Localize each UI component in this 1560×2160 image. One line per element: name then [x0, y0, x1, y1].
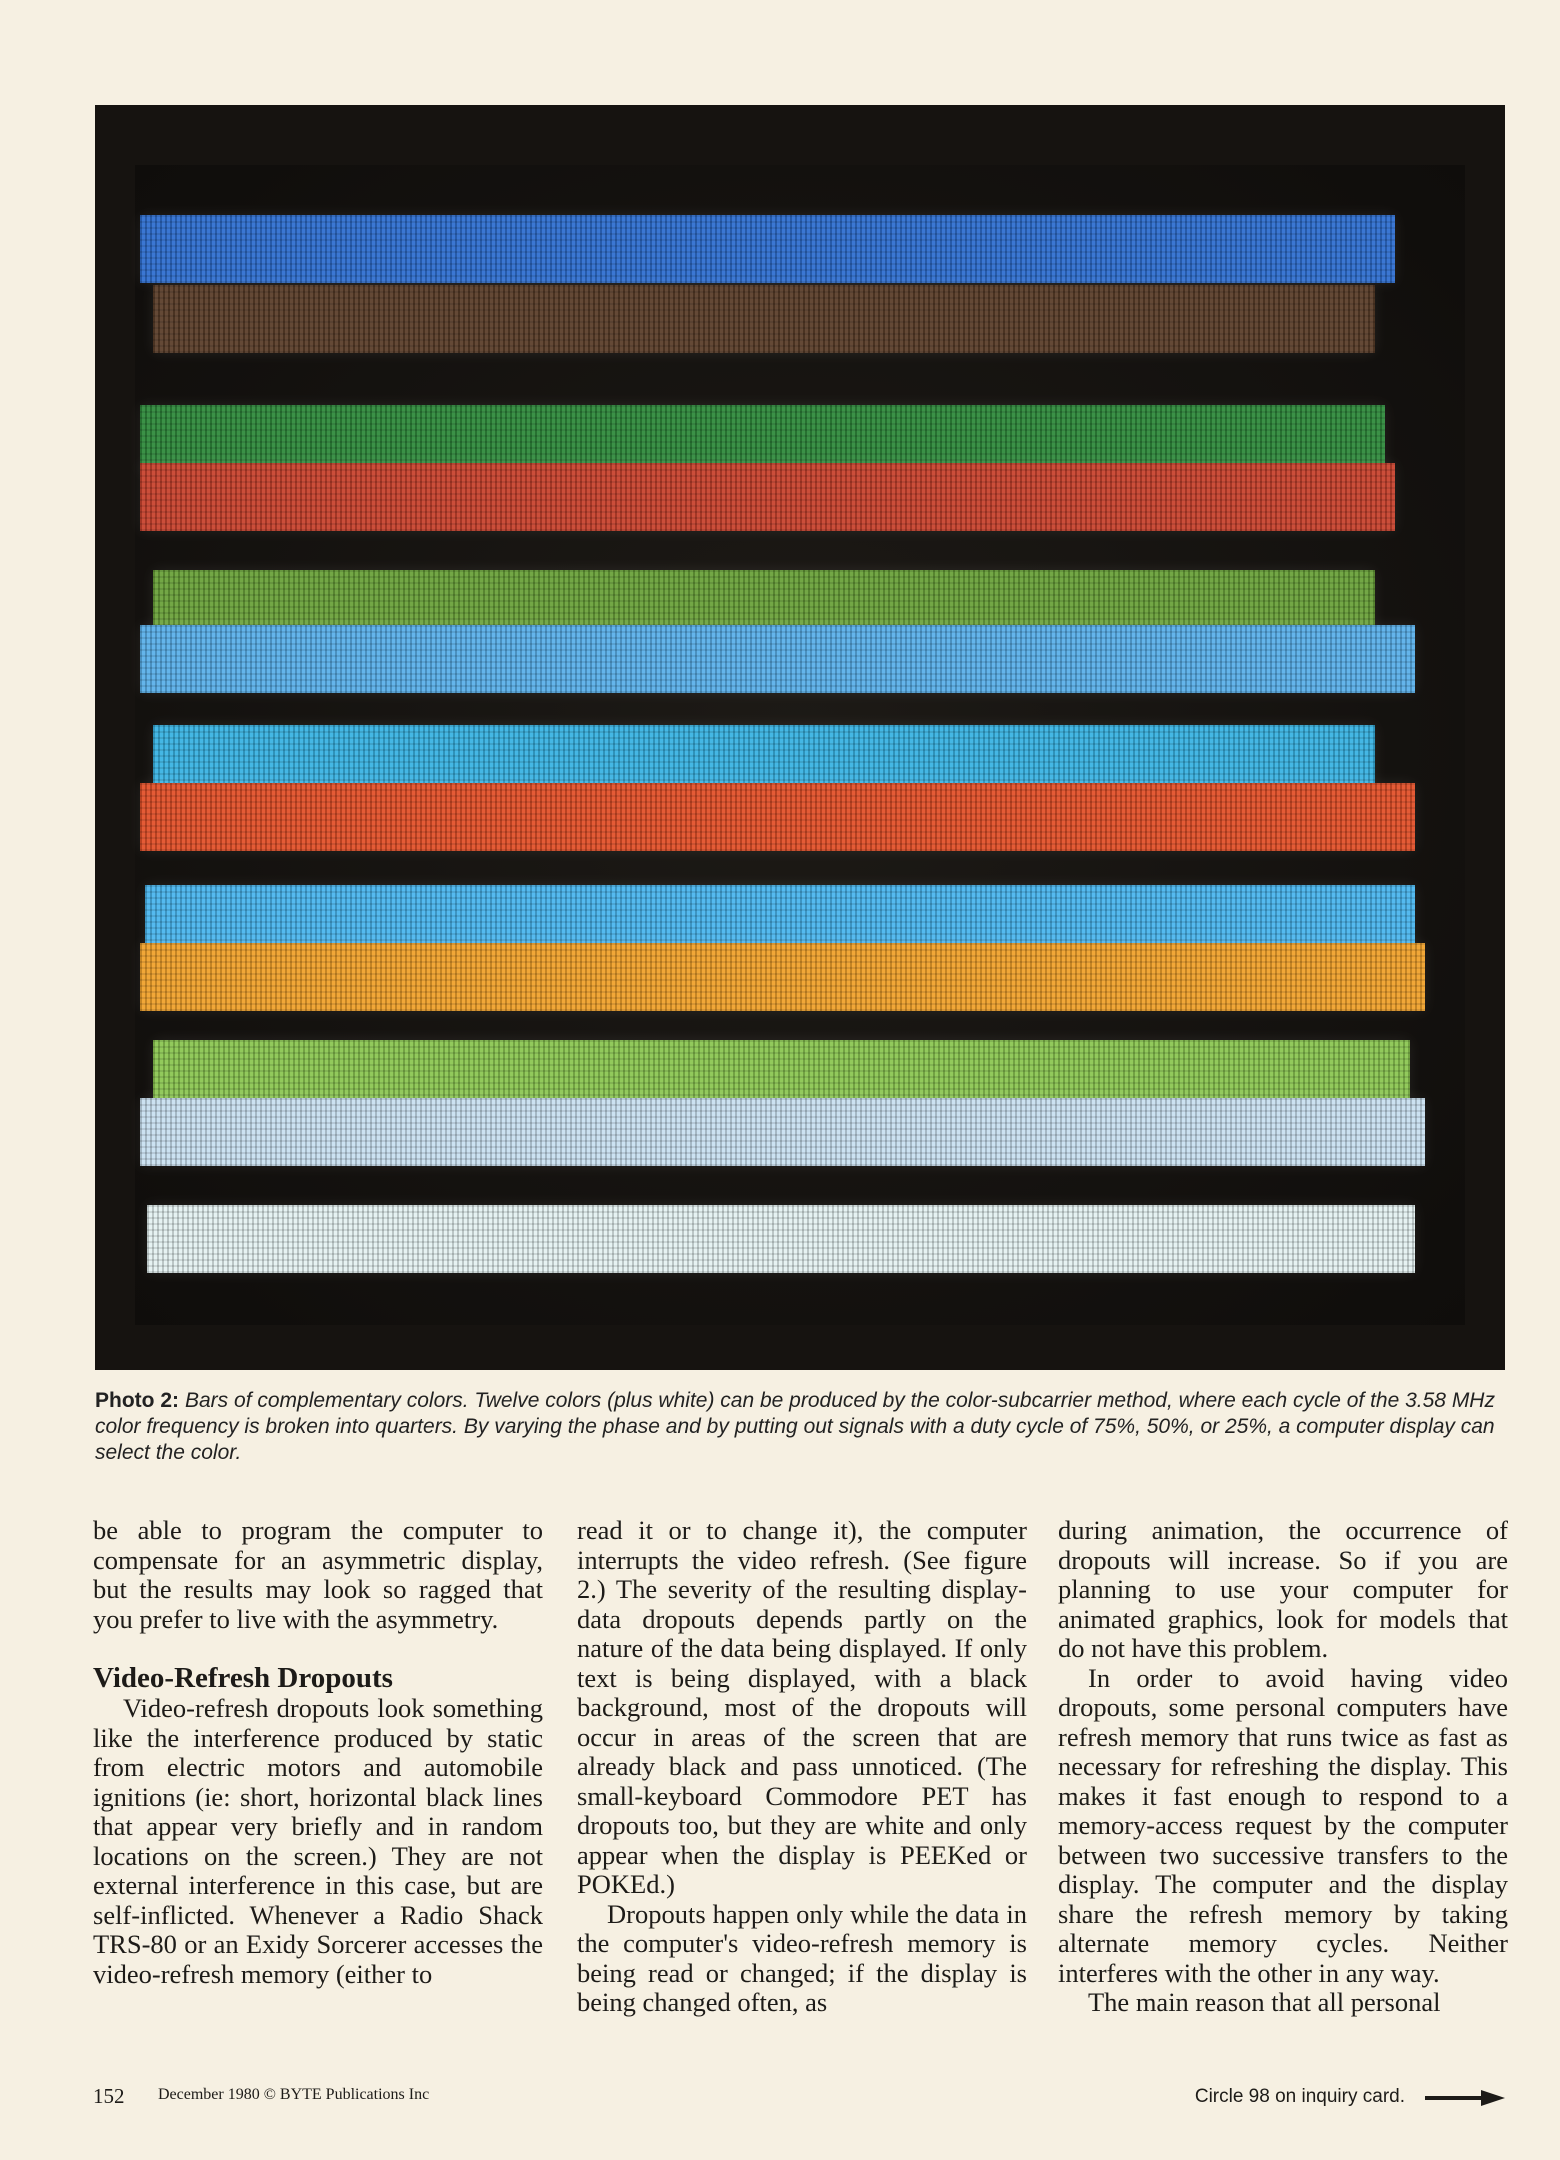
bar-amber [140, 943, 1425, 1011]
inquiry-note: Circle 98 on inquiry card. [1194, 2086, 1405, 2107]
section-heading: Video-Refresh Dropouts [93, 1662, 393, 1694]
photo-caption [95, 1388, 1505, 1466]
caption-label: Photo 2: [95, 1389, 179, 1412]
column-2 [577, 1516, 1027, 2018]
paragraph: read it or to change it), the computer interrupts the video refresh. (See figure 2.) The severity of the resulting display-data dropouts depends partly on the nature of the data being displayed. If only text is being displayed, with a black background, most of the dropouts will occur in areas of the screen that are already black and pass unnoticed. (The small-keyboard Commodore PET has dropouts too, but they are white and only appear when the display is PEEKed or POKEd.) [577, 1515, 1027, 1899]
footer-credit: December 1980 © BYTE Publications Inc [158, 2086, 430, 2103]
paragraph: be able to program the computer to compensate for an asymmetric display, but the results may look so ragged that you prefer to live with the asymmetry. [93, 1515, 543, 1634]
bar-light-blue [140, 625, 1415, 693]
color-bars-photo [95, 105, 1505, 1370]
crt-screen [135, 165, 1465, 1325]
column-1 [93, 1516, 543, 1989]
caption-text: Bars of complementary colors. Twelve colors (plus white) can be produced by the color-subcarrier method, where each cycle of the 3.58 MHz color frequency is broken into quarters. By varying the phase and by putting out signals with a duty cycle of 75%, 50%, or 25%, a computer display can select the color. [95, 1389, 1495, 1464]
page-footer [93, 2084, 1505, 2114]
bar-red [140, 463, 1395, 531]
arrow-right-icon [1425, 2088, 1505, 2108]
paragraph: The main reason that all personal [1088, 1987, 1441, 2017]
bar-pale-blue [140, 1098, 1425, 1166]
page-number: 152 [93, 2084, 125, 2108]
bar-dark-olive [153, 285, 1375, 353]
paragraph: during animation, the occurrence of dropouts will increase. So if you are planning to use your computer for animated graphics, look for models that do not have this problem. [1058, 1515, 1508, 1663]
paragraph: Video-refresh dropouts look something like the interference produced by static from electric motors and automobile ignitions (ie: short, horizontal black lines that appear very briefly and in random locations on the screen.) They are not external interference in this case, but are self-inflicted. Whenever a Radio Shack TRS-80 or an Exidy Sorcerer accesses the video-refresh memory (either to [93, 1693, 543, 1989]
paragraph: In order to avoid having video dropouts, some personal computers have refresh memory that runs twice as fast as necessary for refreshing the display. This makes it fast enough to respond to a memory-access request by the computer between two successive transfers to the display. The computer and the display share the refresh memory by taking alternate memory cycles. Neither interferes with the other in any way. [1058, 1662, 1508, 1988]
bar-orange-red [140, 783, 1415, 851]
bar-white [147, 1205, 1415, 1273]
column-3 [1058, 1516, 1508, 2018]
bar-blue [140, 215, 1395, 283]
paragraph: Dropouts happen only while the data in the computer's video-refresh memory is being read or changed; if the display is being changed often, as [577, 1898, 1027, 2017]
